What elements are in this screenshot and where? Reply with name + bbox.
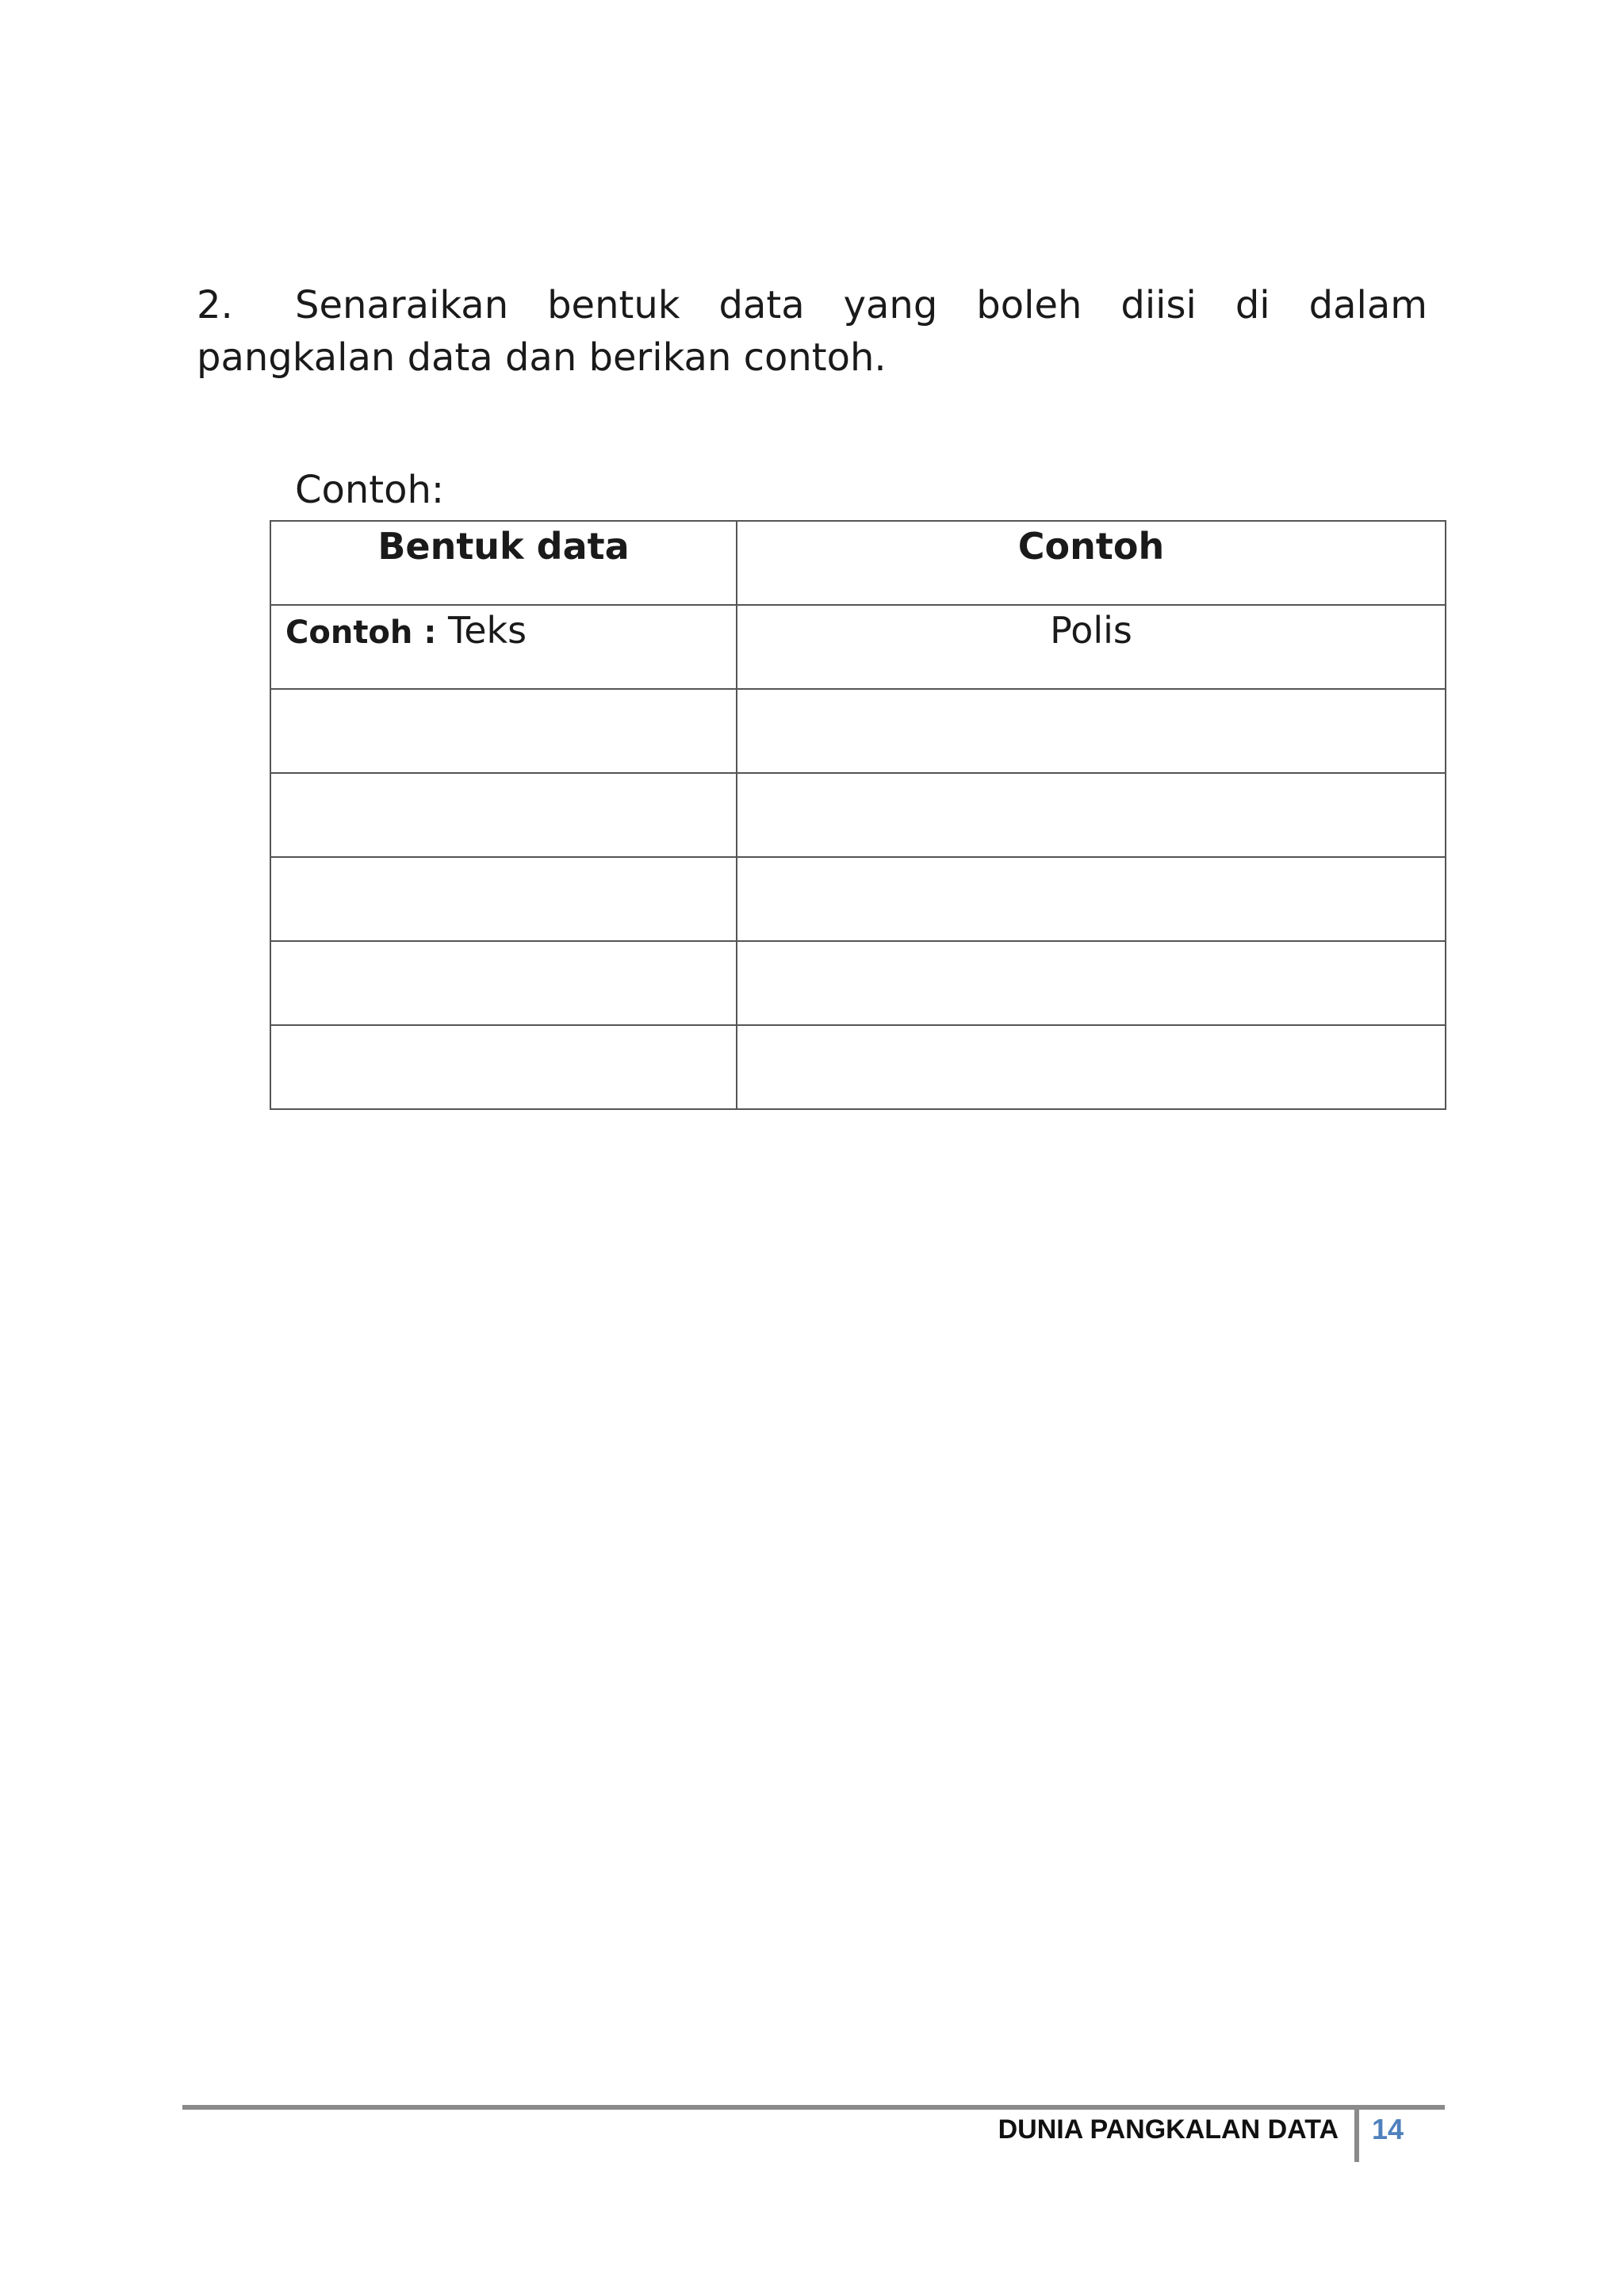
cell-data-form-empty[interactable] <box>270 941 737 1025</box>
cell-data-form-empty[interactable] <box>270 689 737 773</box>
answer-table <box>270 520 1446 1110</box>
table-row-empty <box>270 1025 1446 1109</box>
cell-data-form-example <box>270 605 737 689</box>
table-row-empty <box>270 689 1446 773</box>
footer-rule <box>182 2105 1445 2110</box>
table-row-empty <box>270 773 1446 857</box>
table-row-empty <box>270 857 1446 941</box>
table-header-row <box>270 521 1446 605</box>
footer-divider <box>1354 2108 1359 2162</box>
example-prefix: Contoh : <box>285 614 437 651</box>
question-number: 2. <box>197 283 233 327</box>
cell-example-empty[interactable] <box>737 689 1446 773</box>
table-row-example <box>270 605 1446 689</box>
cell-data-form-empty[interactable] <box>270 857 737 941</box>
example-form-value: Teks <box>447 609 527 652</box>
cell-example-empty[interactable] <box>737 857 1446 941</box>
cell-data-form-empty[interactable] <box>270 773 737 857</box>
cell-data-form-empty[interactable] <box>270 1025 737 1109</box>
empty-rows <box>270 689 1446 1109</box>
page-number: 14 <box>1372 2113 1404 2145</box>
header-example: Contoh <box>737 521 1446 605</box>
question-body: Senaraikan bentuk data yang boleh diisi di dalam pangkalan data dan berikan contoh. <box>197 283 1427 380</box>
footer-title: DUNIA PANGKALAN DATA <box>998 2114 1339 2145</box>
table-row-empty <box>270 941 1446 1025</box>
example-label: Contoh: <box>295 468 445 512</box>
cell-example-empty[interactable] <box>737 1025 1446 1109</box>
cell-example-empty[interactable] <box>737 773 1446 857</box>
header-data-form: Bentuk data <box>270 521 737 605</box>
question-text <box>197 279 1427 384</box>
cell-example-value: Polis <box>737 605 1446 689</box>
cell-example-empty[interactable] <box>737 941 1446 1025</box>
